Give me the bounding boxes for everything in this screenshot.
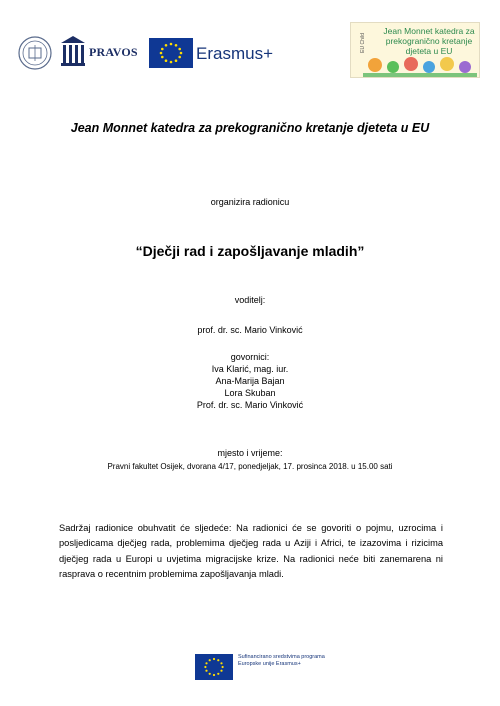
leader-name: prof. dr. sc. Mario Vinković (197, 325, 303, 335)
speaker-name: Iva Klarić, mag. iur. (211, 364, 289, 374)
footer-cofunded (195, 652, 325, 684)
jean-monnet-tag: EU Child (359, 33, 366, 53)
leader-label: voditelj: (234, 295, 266, 305)
speaker-name: Ana-Marija Bajan (215, 376, 285, 386)
speakers-block (0, 351, 500, 411)
footer-text: Sufinancirano sredstvima programa Europske unije Erasmus+ (238, 654, 325, 667)
speaker-name: Lora Skuban (224, 388, 276, 398)
venue-text: Pravni fakultet Osijek, dvorana 4/17, ponedjeljak, 17. prosinca 2018. u 15.00 sati (107, 462, 393, 471)
speakers-label: govornici: (230, 352, 270, 362)
speaker-name: Prof. dr. sc. Mario Vinković (196, 400, 304, 410)
description-paragraph: Sadržaj radionice obuhvatit će sljedeće: Na radionici će se govoriti o pojmu, uzrocima i posljedicama dječjeg rada, problemima dječjeg rada u Aziji i Africi, te izazovima i rizicima dječjeg rada u Europi u uvjetima migracijske krize. Na radionici neće biti zanemarena ni rasprava o recentnim problemima zapošljavanja mladi. (59, 523, 443, 580)
pravos-text: PRAVOS (89, 45, 138, 59)
pravos-logo (60, 35, 144, 69)
venue-label: mjesto i vrijeme: (217, 448, 283, 458)
jean-monnet-logo-text: Jean Monnet katedra za prekogranično kretanje djeteta u EU (383, 26, 475, 56)
page-title: Jean Monnet katedra za prekogranično kretanje djeteta u EU (70, 121, 430, 135)
jean-monnet-logo (350, 22, 480, 78)
eu-flag-icon (195, 654, 233, 680)
workshop-title: “Dječji rad i zapošljavanje mladih” (135, 243, 365, 259)
logo-header (0, 0, 500, 90)
eu-flag-icon (149, 38, 193, 68)
erasmus-logo (149, 38, 299, 70)
pravos-building-icon (60, 35, 86, 67)
organizira-text: organizira radionicu (210, 197, 290, 207)
erasmus-text: Erasmus+ (196, 44, 273, 63)
university-seal-icon (18, 36, 52, 70)
